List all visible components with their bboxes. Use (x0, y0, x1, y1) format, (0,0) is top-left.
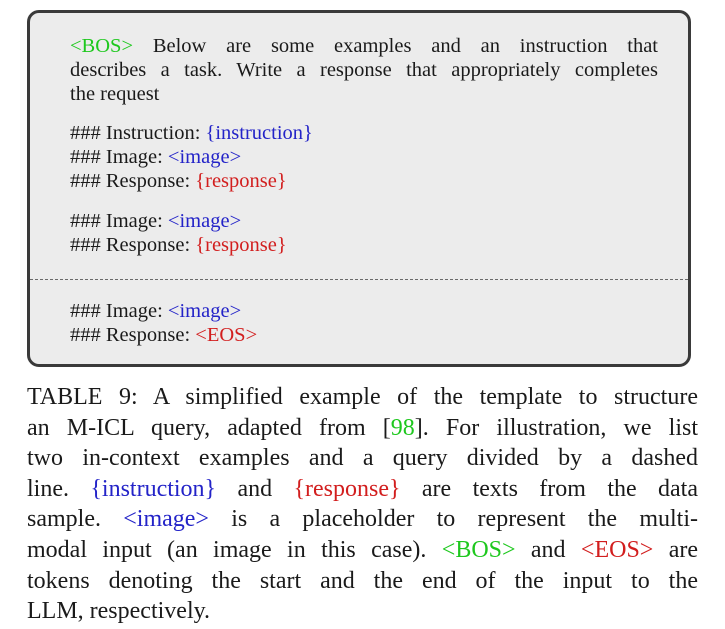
eos-token: <EOS> (195, 324, 258, 346)
response-placeholder: {response} (293, 475, 401, 502)
image-placeholder: <image> (123, 506, 209, 533)
response-placeholder: {response} (195, 170, 287, 192)
response-label: ### Response: (70, 324, 196, 346)
caption-text: are (653, 536, 699, 563)
caption-text: are texts from the data (400, 475, 698, 502)
image-label: ### Image: (70, 210, 168, 232)
caption-text: line. (27, 475, 91, 502)
caption-text: and (216, 475, 294, 502)
eos-token: <EOS> (580, 536, 654, 563)
dashed-divider (30, 279, 688, 280)
caption-line-6 (27, 535, 698, 566)
caption-text: an M-ICL query, adapted from [ (27, 414, 391, 441)
intro-line-2: describes a task. Write a response that appropriately completes (70, 59, 658, 81)
caption-line-8: LLM, respectively. (27, 598, 211, 625)
image-placeholder: <image> (167, 300, 242, 322)
caption-text: is a placeholder to represent the multi- (208, 506, 698, 533)
caption-line-1: TABLE 9: A simplified example of the template to structure (27, 384, 698, 410)
prompt-template-box (27, 10, 691, 367)
instruction-label: ### Instruction: (70, 122, 206, 144)
intro-line-1 (70, 34, 658, 58)
bos-token: <BOS> (441, 536, 516, 563)
instruction-placeholder: {instruction} (205, 122, 313, 144)
caption-text: ]. For illustration, we list (414, 414, 698, 441)
caption-line-2 (27, 413, 698, 444)
caption-text: and (515, 536, 581, 563)
caption-line-3: two in-context examples and a query divided by a dashed (27, 445, 698, 472)
example1-image-line (70, 145, 241, 169)
query-image-line (70, 299, 241, 323)
response-placeholder: {response} (195, 234, 287, 256)
instruction-placeholder: {instruction} (90, 475, 217, 502)
response-label: ### Response: (70, 234, 196, 256)
citation-link[interactable]: 98 (390, 414, 415, 441)
table-caption (27, 382, 698, 627)
query-response-line (70, 323, 257, 347)
caption-text: sample. (27, 506, 124, 533)
image-label: ### Image: (70, 146, 168, 168)
example2-response-line (70, 233, 287, 257)
caption-line-7: tokens denoting the start and the end of the input to the (27, 567, 698, 594)
intro-line-3: the request (70, 83, 160, 105)
image-label: ### Image: (70, 300, 168, 322)
example1-response-line (70, 169, 287, 193)
image-placeholder: <image> (167, 210, 242, 232)
caption-line-4 (27, 474, 698, 505)
image-placeholder: <image> (167, 146, 242, 168)
response-label: ### Response: (70, 170, 196, 192)
caption-line-5 (27, 504, 698, 535)
bos-token: <BOS> (70, 35, 134, 57)
intro-text-1: Below are some examples and an instruction that (133, 35, 658, 57)
caption-text: modal input (an image in this case). (27, 536, 442, 563)
template-intro (70, 34, 658, 106)
example1-instruction-line (70, 121, 313, 145)
example2-image-line (70, 209, 241, 233)
